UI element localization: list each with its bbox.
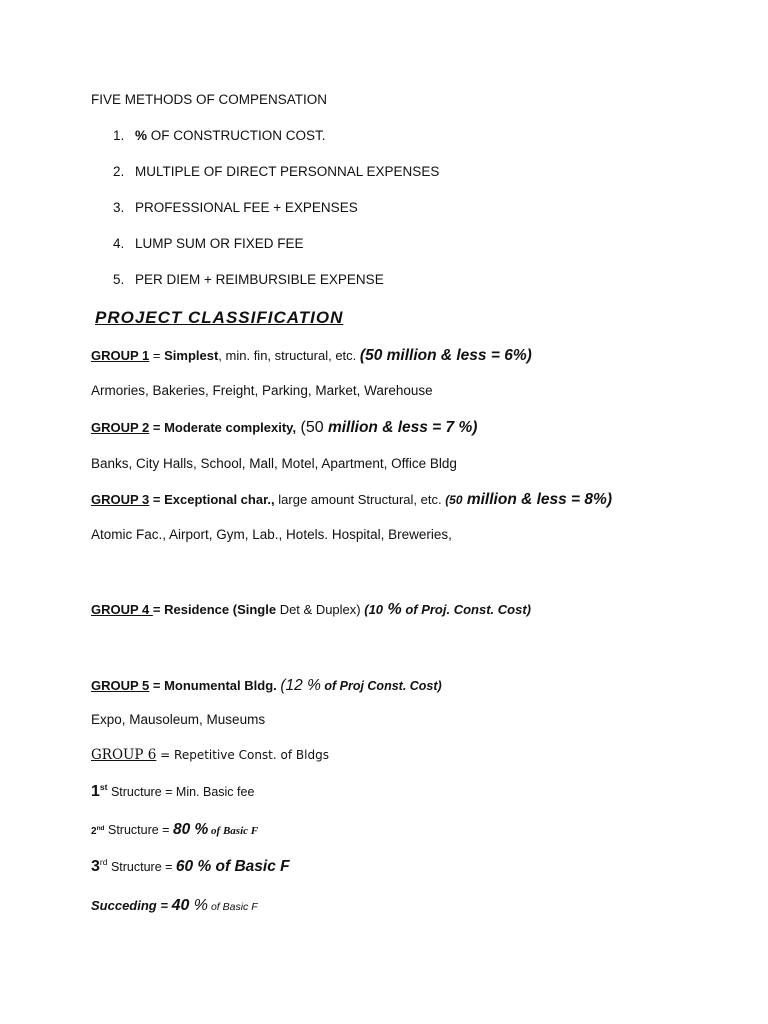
group-3-examples: Atomic Fac., Airport, Gym, Lab., Hotels. Hospital, Breweries, xyxy=(91,527,452,542)
structure-1-line xyxy=(91,782,254,802)
structure-ordinal: nd xyxy=(96,825,105,832)
group-5-name: = Monumental Bldg. xyxy=(149,678,281,693)
method-item-5 xyxy=(113,270,384,290)
structure-number: 1 xyxy=(91,783,100,800)
structure-text: Structure = xyxy=(104,823,173,837)
group-4-line xyxy=(91,600,531,620)
group-2-fee-open: (50 xyxy=(296,419,324,436)
method-text: PROFESSIONAL FEE + EXPENSES xyxy=(135,200,358,215)
group-5-fee: of Proj Const. Cost) xyxy=(320,679,442,693)
group-3-name: = Exceptional char., xyxy=(149,492,275,507)
structure-number: 2 xyxy=(91,826,97,837)
classification-heading: PROJECT CLASSIFICATION xyxy=(95,308,344,327)
group-3-line xyxy=(91,490,612,510)
group-1-equals: = xyxy=(149,348,165,363)
structure-rate-basis: of Basic F xyxy=(208,901,258,913)
group-3-fee: million & less = 8%) xyxy=(462,491,612,508)
group-4-fee: of Proj. Const. Cost) xyxy=(401,602,531,617)
group-2-fee: million & less = 7 %) xyxy=(323,419,478,436)
method-number: 1. xyxy=(113,128,125,143)
group-1-line xyxy=(91,346,532,366)
structure-text: Structure = Min. Basic fee xyxy=(107,785,255,799)
group-2-name: = Moderate complexity, xyxy=(149,420,297,435)
group-3-label: GROUP 3 xyxy=(91,492,150,507)
group-5-label: GROUP 5 xyxy=(91,678,150,693)
group-1-examples: Armories, Bakeries, Freight, Parking, Market, Warehouse xyxy=(91,383,433,398)
group-3-fee-open: (50 xyxy=(445,493,463,507)
method-item-4 xyxy=(113,234,304,254)
group-4-fee-percent: % xyxy=(383,601,402,618)
method-number: 2. xyxy=(113,164,125,179)
group-1-fee: (50 million & less = 6%) xyxy=(359,347,532,364)
method-text: PER DIEM + REIMBURSIBLE EXPENSE xyxy=(135,272,384,287)
group-3-details: large amount Structural, etc. xyxy=(274,492,446,507)
structure-rate-basis: of Basic F xyxy=(208,825,259,837)
method-item-2 xyxy=(113,162,439,182)
group-2-examples: Banks, City Halls, School, Mall, Motel, Apartment, Office Bldg xyxy=(91,456,457,471)
method-item-3 xyxy=(113,198,358,218)
structure-text: Structure = xyxy=(107,860,176,874)
group-4-fee-open: (10 xyxy=(364,602,384,617)
group-4-details: Det & Duplex) xyxy=(276,602,365,617)
percent-symbol: % xyxy=(135,128,148,143)
method-text: OF CONSTRUCTION COST. xyxy=(147,128,326,143)
method-number: 3. xyxy=(113,200,125,215)
structure-rate-value: 40 xyxy=(171,897,190,914)
group-2-label: GROUP 2 xyxy=(91,420,150,435)
group-1-details: , min. fin, structural, etc. xyxy=(218,348,360,363)
structure-ordinal: st xyxy=(99,782,108,792)
group-5-fee-percent: (12 % xyxy=(280,677,321,694)
group-6-details: = Repetitive Const. of Bldgs xyxy=(156,748,329,762)
method-text: LUMP SUM OR FIXED FEE xyxy=(135,236,304,251)
method-text: MULTIPLE OF DIRECT PERSONNAL EXPENSES xyxy=(135,164,440,179)
structure-number: 3 xyxy=(91,858,100,875)
method-number: 5. xyxy=(113,272,125,287)
method-item-1 xyxy=(113,126,326,146)
group-2-line xyxy=(91,418,477,438)
group-6-line xyxy=(91,745,329,765)
group-1-label: GROUP 1 xyxy=(91,348,150,363)
structure-text: Succeding = xyxy=(91,898,172,913)
structure-rate: 80 % xyxy=(172,821,209,838)
group-5-line xyxy=(91,676,442,696)
group-4-name: = Residence (Single xyxy=(152,602,277,617)
structure-succeeding-line xyxy=(91,896,258,917)
group-6-label: GROUP 6 xyxy=(91,747,157,763)
group-5-examples: Expo, Mausoleum, Museums xyxy=(91,712,266,727)
group-1-name: Simplest xyxy=(164,348,219,363)
structure-3-line xyxy=(91,857,290,877)
structure-rate-percent: % xyxy=(189,897,209,914)
structure-2-line xyxy=(91,820,258,842)
group-4-label: GROUP 4 xyxy=(91,602,153,617)
methods-heading: FIVE METHODS OF COMPENSATION xyxy=(91,92,328,107)
method-number: 4. xyxy=(113,236,125,251)
structure-rate: 60 % of Basic F xyxy=(175,858,290,875)
structure-ordinal: rd xyxy=(99,857,108,867)
